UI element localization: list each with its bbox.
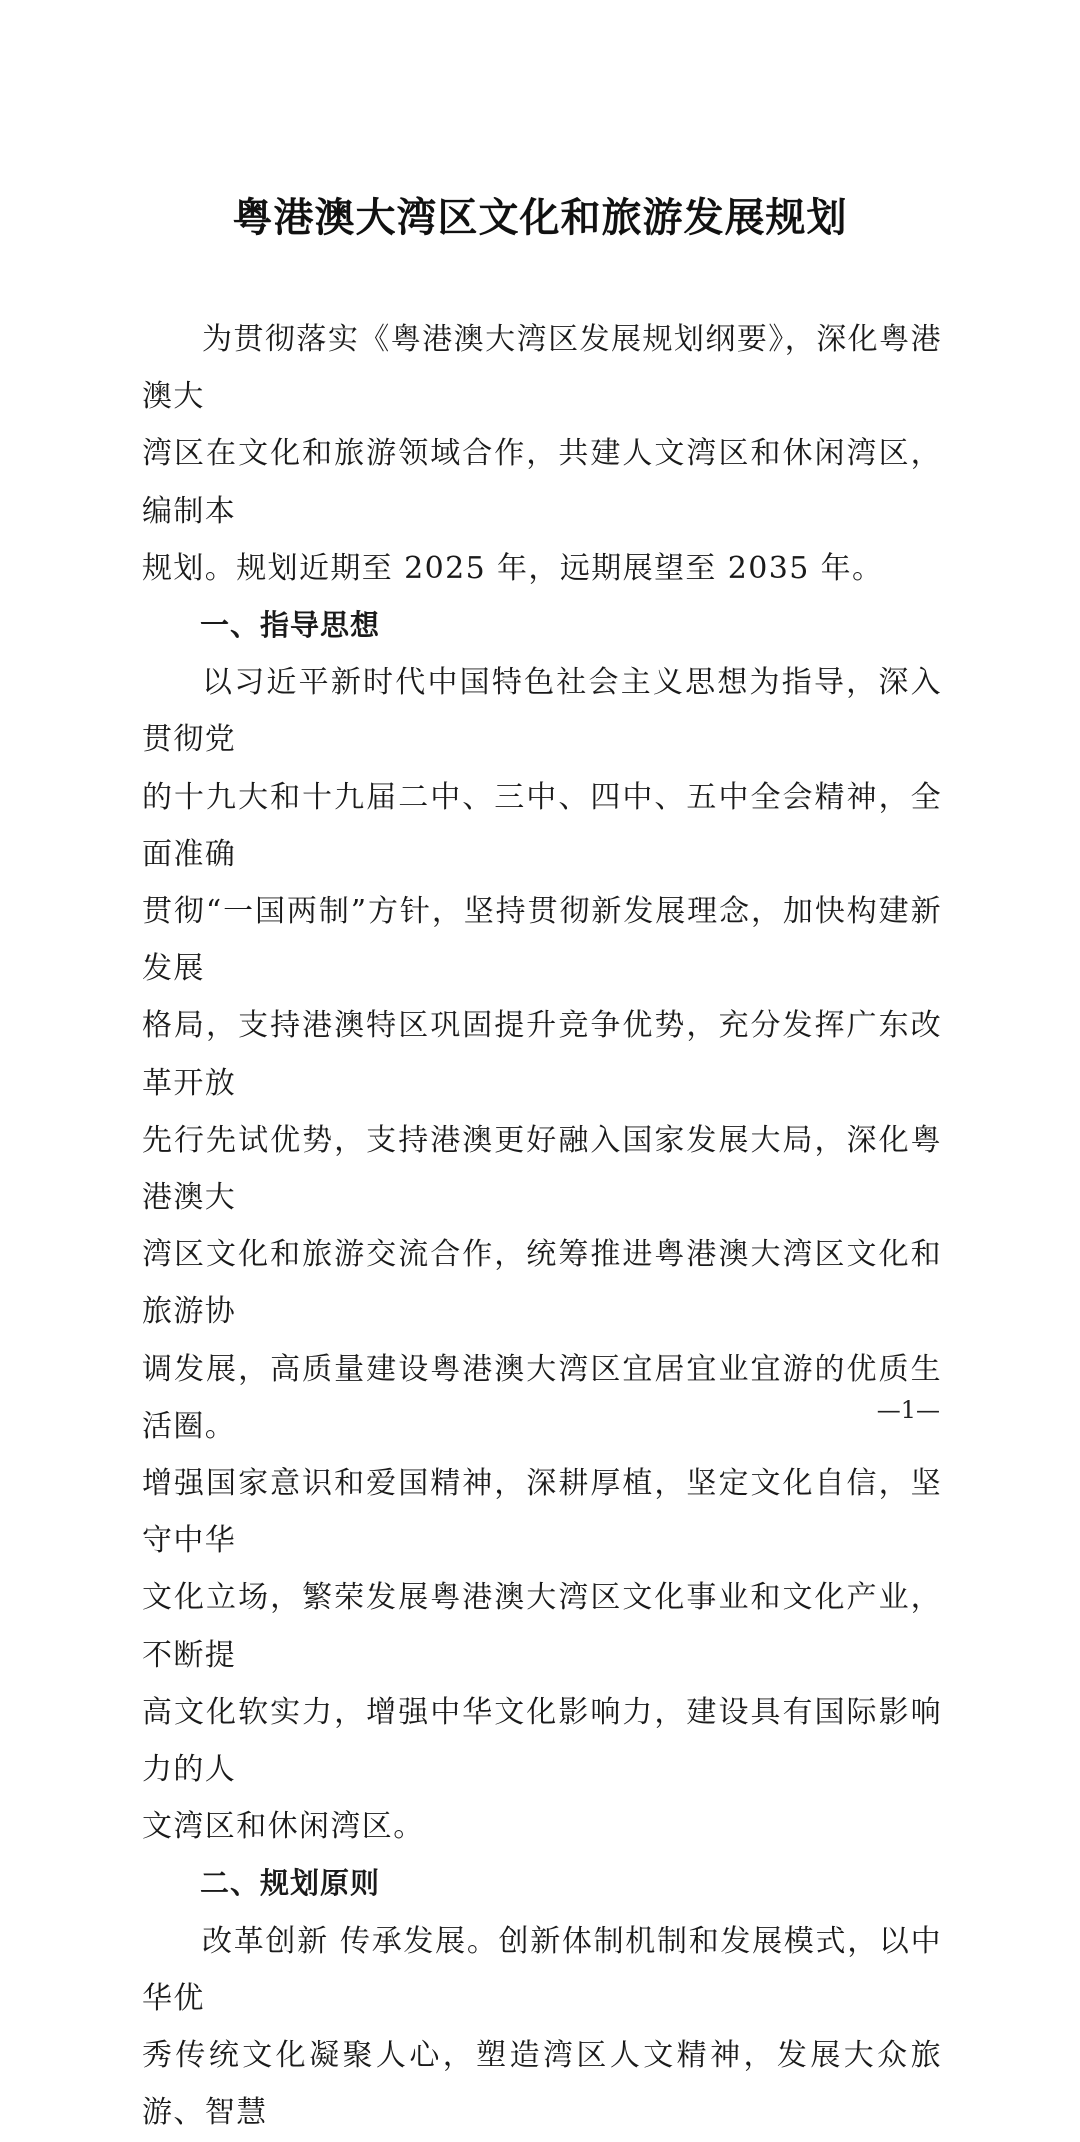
paragraph-line: 湾区文化和旅游交流合作，统筹推进粤港澳大湾区文化和旅游协 xyxy=(142,1237,942,1330)
paragraph-line: 以习近平新时代中国特色社会主义思想为指导，深入贯彻党 xyxy=(142,665,942,758)
paragraph-line: 秀传统文化凝聚人心，塑造湾区人文精神，发展大众旅游、智慧 xyxy=(142,2038,942,2131)
paragraph-line: 改革创新 传承发展。创新体制机制和发展模式，以中华优 xyxy=(142,1923,942,2016)
section-heading-planning-principles: 二、规划原则 xyxy=(200,1866,381,1901)
planning-principles-paragraph xyxy=(142,1913,942,2142)
paragraph-line: 格局，支持港澳特区巩固提升竞争优势，充分发挥广东改革开放 xyxy=(142,1008,942,1101)
intro-paragraph xyxy=(142,311,942,597)
paragraph-line: 文湾区和休闲湾区。 xyxy=(142,1809,425,1845)
intro-line: 为贯彻落实《粤港澳大湾区发展规划纲要》，深化粤港澳大 xyxy=(142,322,942,415)
paragraph-line: 调发展，高质量建设粤港澳大湾区宜居宜业宜游的优质生活圈。 xyxy=(142,1351,942,1444)
paragraph-line: 增强国家意识和爱国精神，深耕厚植，坚定文化自信，坚守中华 xyxy=(142,1466,942,1559)
paragraph-line: 文化立场，繁荣发展粤港澳大湾区文化事业和文化产业，不断提 xyxy=(142,1580,942,1673)
document-title: 粤港澳大湾区文化和旅游发展规划 xyxy=(232,195,848,241)
section-heading-guiding-ideology: 一、指导思想 xyxy=(200,608,381,643)
guiding-ideology-paragraph xyxy=(142,654,942,1855)
page-number: —1— xyxy=(876,1396,940,1424)
paragraph-line: 先行先试优势，支持港澳更好融入国家发展大局，深化粤港澳大 xyxy=(142,1122,942,1216)
paragraph-line: 的十九大和十九届二中、三中、四中、五中全会精神，全面准确 xyxy=(142,779,942,872)
paragraph-line: 高文化软实力，增强中华文化影响力，建设具有国际影响力的人 xyxy=(142,1694,942,1788)
intro-line: 规划。规划近期至 2025 年，远期展望至 2035 年。 xyxy=(142,550,884,586)
document-body xyxy=(142,311,942,2142)
intro-line: 湾区在文化和旅游领域合作，共建人文湾区和休闲湾区，编制本 xyxy=(142,436,942,529)
paragraph-line: 贯彻“一国两制”方针，坚持贯彻新发展理念，加快构建新发展 xyxy=(142,894,942,987)
